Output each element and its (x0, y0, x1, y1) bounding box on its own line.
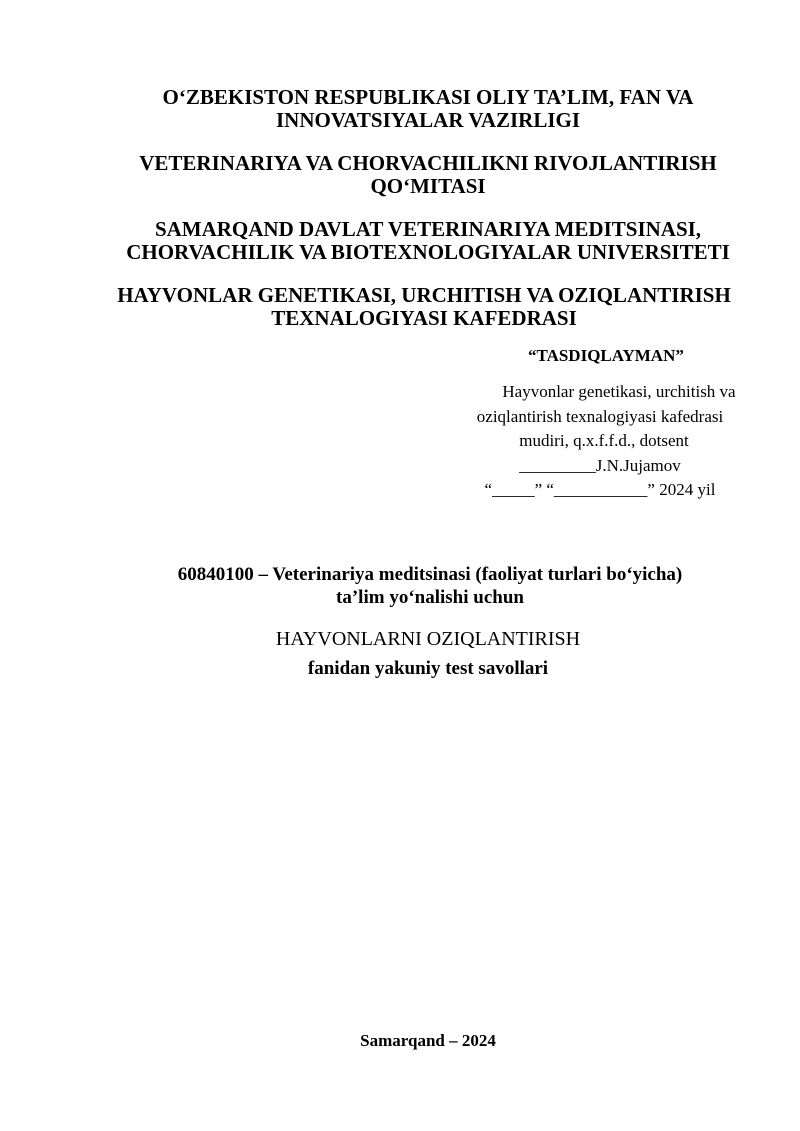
approval-line-3: mudiri, q.x.f.f.d., dotsent (519, 431, 689, 450)
approval-line-4: _________J.N.Jujamov (519, 455, 681, 475)
specialty-line-1: 60840100 – Veterinariya meditsinasi (faoliyat turlari bo‘yicha) (177, 564, 683, 585)
ministry-heading (28, 86, 800, 132)
approval-title: “TASDIQLAYMAN” (528, 346, 684, 365)
committee-line-1: VETERINARIYA VA CHORVACHILIKNI RIVOJLANTIRISH (139, 151, 717, 175)
university-heading (28, 218, 800, 264)
specialty-line-2: ta’lim yo‘nalishi uchun (336, 587, 524, 608)
subject-subtitle: fanidan yakuniy test savollari (307, 658, 549, 679)
department-line-2: TEXNALOGIYASI KAFEDRASI (271, 306, 577, 330)
department-heading (24, 284, 800, 330)
approval-line-2: oziqlantirish texnalogiyasi kafedrasi (476, 406, 724, 426)
university-line-1: SAMARQAND DAVLAT VETERINARIYA MEDITSINASI, (154, 217, 702, 241)
approval-signature-lines (440, 380, 760, 503)
ministry-line-1: O‘ZBEKISTON RESPUBLIKASI OLIY TA’LIM, FAN VA (162, 85, 694, 109)
footer-place-year: Samarqand – 2024 (360, 1031, 496, 1050)
committee-line-2: QO‘MITASI (370, 174, 486, 198)
approval-line-1: Hayvonlar genetikasi, urchitish va (502, 382, 736, 401)
university-line-2: CHORVACHILIK VA BIOTEXNOLOGIYALAR UNIVERSITETI (126, 240, 730, 264)
ministry-line-2: INNOVATSIYALAR VAZIRLIGI (275, 108, 581, 132)
subject-title: HAYVONLARNI OZIQLANTIRISH (275, 628, 581, 650)
approval-line-5: “_____” “___________” 2024 yil (484, 480, 716, 499)
specialty-heading (30, 563, 800, 609)
department-line-1: HAYVONLAR GENETIKASI, URCHITISH VA OZIQLANTIRISH (117, 283, 731, 307)
committee-heading (28, 152, 800, 198)
